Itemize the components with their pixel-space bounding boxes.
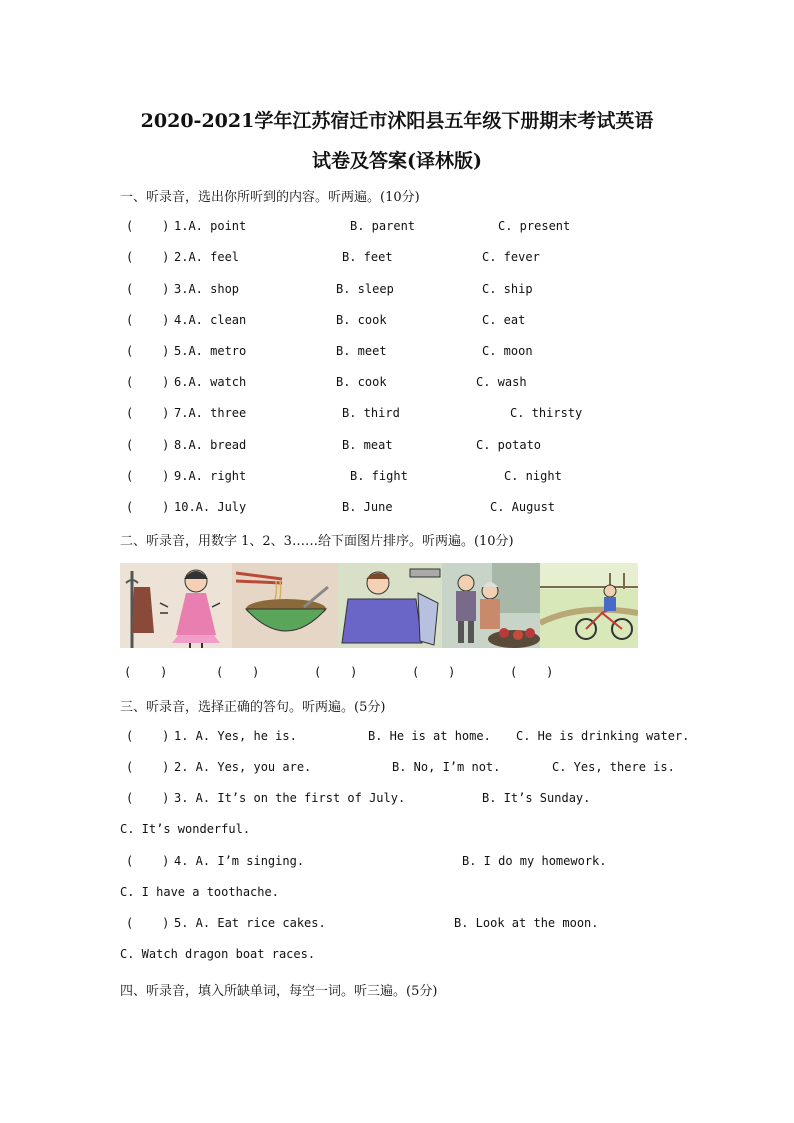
- answer-blank[interactable]: ( ): [126, 282, 170, 296]
- option-b: B. parent: [350, 219, 416, 233]
- part1-question-3: [120, 282, 700, 300]
- part1-question-5: [120, 344, 700, 362]
- answer-blank[interactable]: ( ): [126, 729, 170, 743]
- part3-question-5-option-c: C. Watch dragon boat races.: [120, 947, 316, 961]
- part1-question-10: [120, 500, 700, 518]
- answer-blank[interactable]: ( ): [126, 791, 170, 805]
- option-b: B. I do my homework.: [462, 854, 607, 868]
- option-c: C. moon: [482, 344, 533, 358]
- option-a: 4.A. clean: [174, 313, 247, 327]
- option-b: B. cook: [336, 375, 387, 389]
- answer-blank[interactable]: ( ): [126, 916, 170, 930]
- option-b: B. cook: [336, 313, 387, 327]
- section-1-heading: 一、听录音，选出你所听到的内容。听两遍。(10分): [120, 190, 420, 205]
- option-a: 2.A. feel: [174, 250, 240, 264]
- option-b: B. No, I’m not.: [392, 760, 501, 774]
- picture-strip: [120, 563, 638, 648]
- option-a: 4. A. I’m singing.: [174, 854, 305, 868]
- option-a: 7.A. three: [174, 406, 247, 420]
- option-c: C. thirsty: [510, 406, 583, 420]
- part1-question-2: [120, 250, 700, 268]
- part1-question-8: [120, 438, 700, 456]
- answer-blank[interactable]: ( ): [126, 500, 170, 514]
- elderly-couple-picture: [442, 563, 540, 648]
- part1-question-9: [120, 469, 700, 487]
- boy-bicycle-picture: [540, 563, 638, 648]
- page-title-line-2: 试卷及答案(译林版): [312, 150, 482, 172]
- option-c: C. August: [490, 500, 556, 514]
- option-a: 9.A. right: [174, 469, 247, 483]
- option-a: 8.A. bread: [174, 438, 247, 452]
- option-c: C. ship: [482, 282, 533, 296]
- option-b: B. June: [342, 500, 393, 514]
- answer-blank[interactable]: ( ): [126, 406, 170, 420]
- noodles-bowl-picture: [232, 563, 338, 648]
- option-b: B. sleep: [336, 282, 394, 296]
- option-c: C. Yes, there is.: [552, 760, 675, 774]
- option-c: C. present: [498, 219, 571, 233]
- part3-question-1: [120, 729, 700, 747]
- option-c: C. potato: [476, 438, 542, 452]
- part3-question-4-option-c: C. I have a toothache.: [120, 885, 279, 899]
- answer-blank[interactable]: ( ): [126, 313, 170, 327]
- option-c: C. eat: [482, 313, 526, 327]
- section-2-heading: 二、听录音，用数字 1、2、3……给下面图片排序。听两遍。(10分): [120, 534, 514, 549]
- answer-blank[interactable]: ( ): [126, 219, 170, 233]
- answer-blank[interactable]: ( ): [126, 375, 170, 389]
- girl-cold-picture: [120, 563, 232, 648]
- answer-blank[interactable]: ( ): [126, 469, 170, 483]
- part3-question-4: [120, 854, 700, 872]
- option-c: C. fever: [482, 250, 540, 264]
- part1-question-1: [120, 219, 700, 237]
- option-b: B. feet: [342, 250, 393, 264]
- picture-answer-blank-1[interactable]: ( ): [124, 665, 168, 679]
- option-b: B. meet: [336, 344, 387, 358]
- option-a: 6.A. watch: [174, 375, 247, 389]
- part3-question-5: [120, 916, 700, 934]
- answer-blank[interactable]: ( ): [126, 760, 170, 774]
- section-4-heading: 四、听录音，填入所缺单词，每空一词。听三遍。(5分): [120, 984, 438, 999]
- picture-answer-blank-3[interactable]: ( ): [314, 665, 358, 679]
- option-a: 1.A. point: [174, 219, 247, 233]
- part3-question-3-option-c: C. It’s wonderful.: [120, 822, 251, 836]
- answer-blank[interactable]: ( ): [126, 344, 170, 358]
- option-b: B. fight: [350, 469, 408, 483]
- page-title-line-1: 2020-2021学年江苏宿迁市沭阳县五年级下册期末考试英语: [140, 110, 654, 132]
- option-c: C. wash: [476, 375, 527, 389]
- part3-question-2: [120, 760, 700, 778]
- option-c: C. He is drinking water.: [516, 729, 690, 743]
- picture-answer-brackets: [120, 665, 680, 681]
- option-a: 2. A. Yes, you are.: [174, 760, 312, 774]
- part3-question-3: [120, 791, 700, 809]
- option-b: B. Look at the moon.: [454, 916, 599, 930]
- option-a: 3. A. It’s on the first of July.: [174, 791, 406, 805]
- picture-answer-blank-2[interactable]: ( ): [216, 665, 260, 679]
- section-3-heading: 三、听录音，选择正确的答句。听两遍。(5分): [120, 700, 386, 715]
- option-c: C. night: [504, 469, 562, 483]
- picture-answer-blank-5[interactable]: ( ): [510, 665, 554, 679]
- option-a: 5.A. metro: [174, 344, 247, 358]
- option-b: B. meat: [342, 438, 393, 452]
- part1-question-7: [120, 406, 700, 424]
- option-b: B. He is at home.: [368, 729, 491, 743]
- answer-blank[interactable]: ( ): [126, 250, 170, 264]
- option-a: 10.A. July: [174, 500, 247, 514]
- option-b: B. It’s Sunday.: [482, 791, 591, 805]
- part1-question-4: [120, 313, 700, 331]
- boy-towel-picture: [338, 563, 442, 648]
- part1-question-6: [120, 375, 700, 393]
- option-a: 3.A. shop: [174, 282, 240, 296]
- picture-answer-blank-4[interactable]: ( ): [412, 665, 456, 679]
- option-a: 1. A. Yes, he is.: [174, 729, 297, 743]
- answer-blank[interactable]: ( ): [126, 854, 170, 868]
- option-b: B. third: [342, 406, 400, 420]
- answer-blank[interactable]: ( ): [126, 438, 170, 452]
- option-a: 5. A. Eat rice cakes.: [174, 916, 326, 930]
